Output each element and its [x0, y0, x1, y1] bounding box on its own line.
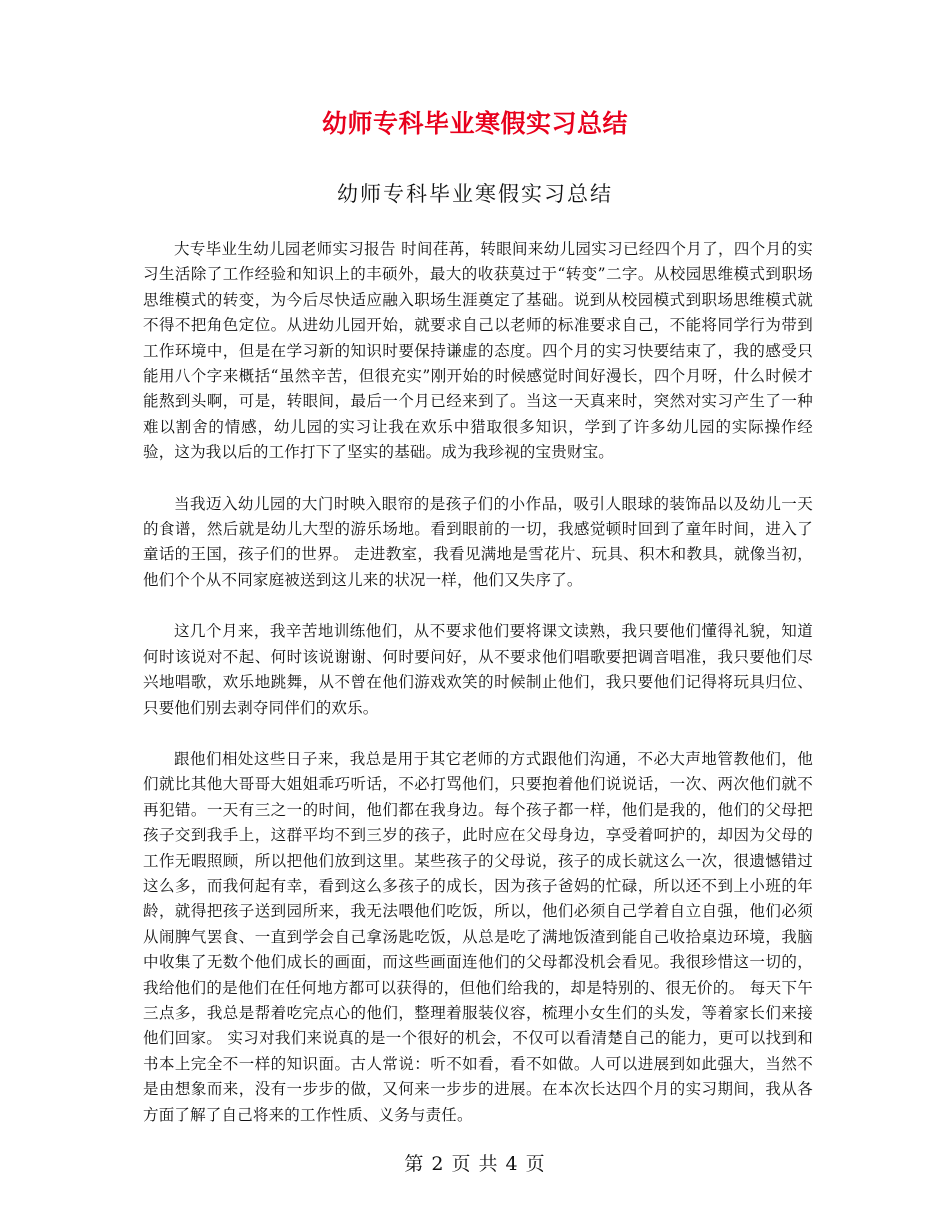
- page-footer: 第 2 页 共 4 页: [404, 1153, 546, 1175]
- document-subtitle: 幼师专科毕业寒假实习总结: [337, 182, 613, 206]
- paragraph: 当我迈入幼儿园的大门时映入眼帘的是孩子们的小作品，吸引人眼球的装饰品以及幼儿一天的食谱，然后就是幼儿大型的游乐场地。看到眼前的一切，我感觉顿时回到了童年时间，进入了童话的王国，孩子们的世界。 走进教室，我看见满地是雪花片、玩具、积木和教具，就像当初，他们个个从不同家庭被送到这儿来的状况一样，他们又失序了。: [143, 494, 813, 589]
- paragraph: 跟他们相处这些日子来，我总是用于其它老师的方式跟他们沟通，不必大声地管教他们，他们就比其他大哥哥大姐姐乖巧听话，不必打骂他们，只要抱着他们说说话，一次、两次他们就不再犯错。一天有三之一的时间，他们都在我身边。每个孩子都一样，他们是我的，他们的父母把孩子交到我手上，这群平均不到三岁的孩子，此时应在父母身边，享受着呵护的，却因为父母的工作无暇照顾，所以把他们放到这里。某些孩子的父母说，孩子的成长就这么一次，很遗憾错过这么多，而我何起有幸，看到这么多孩子的成长，因为孩子爸妈的忙碌，所以还不到上小班的年龄，就得把孩子送到园所来，我无法喂他们吃饭，所以，他们必须自己学着自立自强，他们必须从闹脾气罢食、一直到学会自己拿汤匙吃饭，从总是吃了满地饭渣到能自己收拾桌边环境，我脑中收集了无数个他们成长的画面，而这些画面连他们的父母都没机会看见。我很珍惜这一切的，我给他们的是他们在任何地方都可以获得的，但他们给我的，却是特别的、很无价的。 每天下午三点多，我总是帮着吃完点心的他们，整理着服装仪容，梳理小女生们的头发，等着家长们来接他们回家。 实习对我们来说真的是一个很好的机会，不仅可以看清楚自己的能力，更可以找到和书本上完全不一样的知识面。古人常说：听不如看，看不如做。人可以进展到如此强大，当然不是由想象而来，没有一步步的做，又何来一步步的进展。在本次长达四个月的实习期间，我从各方面了解了自己将来的工作性质、义务与责任。: [143, 749, 813, 1124]
- paragraph: 这几个月来，我辛苦地训练他们，从不要求他们要将课文读熟，我只要他们懂得礼貌，知道何时该说对不起、何时该说谢谢、何时要问好，从不要求他们唱歌要把调音唱准，我只要他们尽兴地唱歌，欢乐地跳舞，从不曾在他们游戏欢笑的时候制止他们，我只要他们记得将玩具归位、只要他们别去剥夺同伴们的欢乐。: [143, 622, 813, 717]
- document-body: [143, 237, 813, 1154]
- document-title: 幼师专科毕业寒假实习总结: [321, 109, 628, 138]
- paragraph: 大专毕业生幼儿园老师实习报告 时间荏苒，转眼间来幼儿园实习已经四个月了，四个月的实习生活除了工作经验和知识上的丰硕外，最大的收获莫过于“转变”二字。从校园思维模式到职场思维模式的转变，为今后尽快适应融入职场生涯奠定了基础。说到从校园模式到职场思维模式就不得不把角色定位。从进幼儿园开始，就要求自己以老师的标准要求自己，不能将同学行为带到工作环境中，但是在学习新的知识时要保持谦虚的态度。四个月的实习快要结束了，我的感受只能用八个字来概括“虽然辛苦，但很充实”刚开始的时候感觉时间好漫长，四个月呀，什么时候才能熬到头啊，可是，转眼间，最后一个月已经来到了。当这一天真来时，突然对实习产生了一种难以割舍的情感，幼儿园的实习让我在欢乐中猎取很多知识，学到了许多幼儿园的实际操作经验，这为我以后的工作打下了坚实的基础。成为我珍视的宝贵财宝。: [143, 240, 813, 462]
